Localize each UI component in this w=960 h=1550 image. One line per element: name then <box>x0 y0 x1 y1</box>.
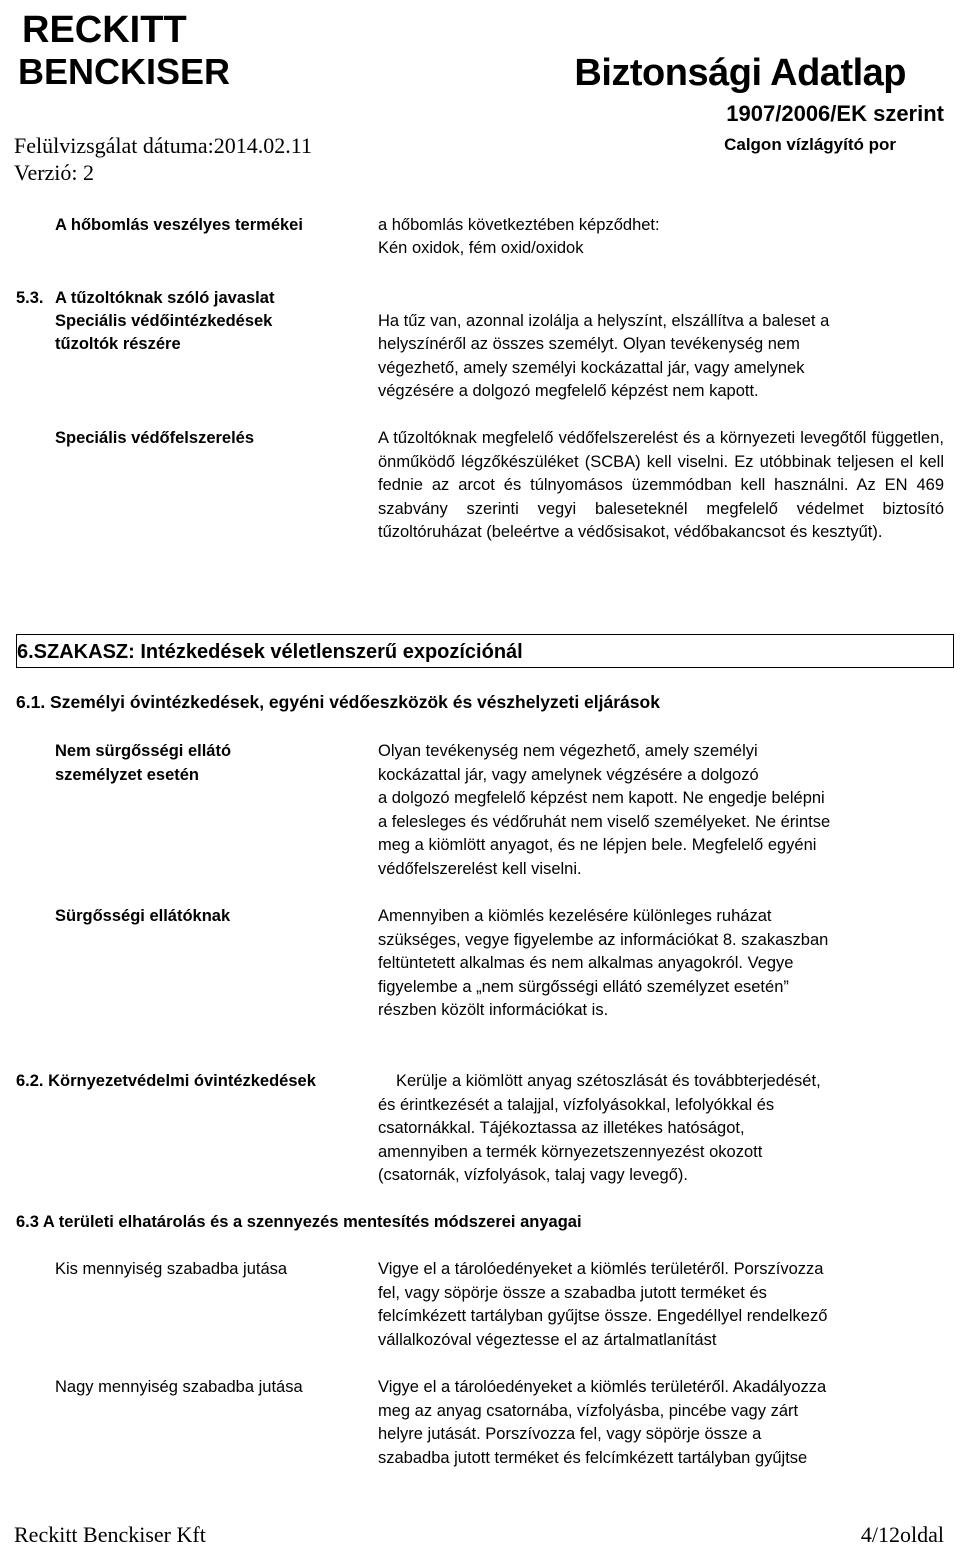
small-spill-label: Kis mennyiség szabadba jutása <box>55 1260 288 1278</box>
special-measures-label-2: tűzoltók részére <box>55 335 181 353</box>
section-6-1-title: 6.1. Személyi óvintézkedések, egyéni védőeszközök és vészhelyzeti eljárások <box>16 692 660 712</box>
section-6-title: 6.SZAKASZ: Intézkedések véletlenszerű expozíciónál <box>17 641 523 663</box>
small-spill-line-3: felcímkézett tartályban gyűjtse össze. Engedéllyel rendelkező <box>378 1307 828 1325</box>
small-spill-line-4: vállalkozóval végeztesse el az ártalmatlanítást <box>378 1331 717 1349</box>
environmental-line-1: Kerülje a kiömlött anyag szétoszlását és továbbterjedését, <box>396 1072 821 1090</box>
non-emergency-line-2: kockázattal jár, vagy amelynek végzésére a dolgozó <box>378 766 759 784</box>
large-spill-line-2: meg az anyag csatornába, vízfolyásba, pincébe vagy zárt <box>378 1402 799 1420</box>
reckitt-benckiser-logo <box>16 4 256 90</box>
document-title: Biztonsági Adatlap <box>574 52 906 94</box>
environmental-line-5: (csatornák, vízfolyások, talaj vagy levegő). <box>378 1166 688 1184</box>
special-measures-line-2: helyszínéről az összes személyt. Olyan tevékenység nem <box>378 335 800 353</box>
decomposition-products-label: A hőbomlás veszélyes termékei <box>55 216 303 234</box>
small-spill-line-2: fel, vagy söpörje össze a szabadba jutott terméket és <box>378 1284 767 1302</box>
section-6-header <box>16 634 954 668</box>
version: Verzió: 2 <box>14 160 95 185</box>
decomposition-text-2: Kén oxidok, fém oxid/oxidok <box>378 239 584 257</box>
large-spill-line-1: Vigye el a tárolóedényeket a kiömlés területéről. Akadályozza <box>378 1378 827 1396</box>
small-spill-line-1: Vigye el a tárolóedényeket a kiömlés területéről. Porszívozza <box>378 1260 824 1278</box>
large-spill-line-4: szabadba jutott terméket és felcímkézett tartályban gyűjtse <box>378 1449 808 1467</box>
non-emergency-line-1: Olyan tevékenység nem végezhető, amely személyi <box>378 742 758 760</box>
environmental-line-4: amennyiben a termék környezetszennyezést okozott <box>378 1143 763 1161</box>
special-measures-line-1: Ha tűz van, azonnal izolálja a helyszínt, elszállítva a baleset a <box>378 312 830 330</box>
non-emergency-label-1: Nem sürgősségi ellátó <box>55 742 232 760</box>
emergency-line-5: részben közölt információkat is. <box>378 1001 609 1019</box>
revision-date: Felülvizsgálat dátuma:2014.02.11 <box>14 133 312 158</box>
large-spill-label: Nagy mennyiség szabadba jutása <box>55 1378 303 1396</box>
special-measures-label-1: Speciális védőintézkedések <box>55 312 273 330</box>
logo-line1: RECKITT <box>22 9 187 51</box>
large-spill-line-3: helyre jutását. Porszívozza fel, vagy söpörje össze a <box>378 1425 762 1443</box>
special-equipment-text: A tűzoltóknak megfelelő védőfelszerelést és a környezeti levegőtől független, önműködő légzőkészüléket (SCBA) kell viselni. Ez utóbbinak teljesen el kell fednie az arcot és túlnyomásos üzemmódban kell használni. Az EN 469 szabvány szerinti vegyi baleseteknél megfelelő védelmet biztosító tűzoltóruházat (beleértve a védősisakot, védőbakancsot és kesztyűt). <box>378 429 944 541</box>
section-5-3-number: 5.3. <box>16 289 44 307</box>
non-emergency-label-2: személyzet esetén <box>55 766 199 784</box>
footer-page-number: 4/12oldal <box>860 1522 944 1547</box>
emergency-line-1: Amennyiben a kiömlés kezelésére különleges ruházat <box>378 907 772 925</box>
non-emergency-line-3: a dolgozó megfelelő képzést nem kapott. Ne engedje belépni <box>378 789 825 807</box>
emergency-line-3: feltüntetett alkalmas és nem alkalmas anyagokról. Vegye <box>378 954 794 972</box>
regulation-reference: 1907/2006/EK szerint <box>726 101 944 126</box>
non-emergency-line-5: meg a kiömlött anyagot, és ne lépjen bele. Megfelelő egyéni <box>378 836 817 854</box>
special-measures-line-3: végezhető, amely személyi kockázattal jár, vagy amelynek <box>378 359 805 377</box>
special-measures-line-4: végzésére a dolgozó megfelelő képzést nem kapott. <box>378 382 759 400</box>
environmental-line-2: és érintkezését a talajjal, vízfolyásokkal, lefolyókkal és <box>378 1096 775 1114</box>
environmental-line-3: csatornákkal. Tájékoztassa az illetékes hatóságot, <box>378 1119 745 1137</box>
emergency-line-4: figyelembe a „nem sürgősségi ellátó személyzet esetén” <box>378 978 789 996</box>
non-emergency-line-4: a felesleges és védőruhát nem viselő személyeket. Ne érintse <box>378 813 831 831</box>
special-equipment-label: Speciális védőfelszerelés <box>55 429 255 447</box>
logo-line2: BENCKISER <box>18 51 231 90</box>
product-name: Calgon vízlágyító por <box>724 135 896 154</box>
section-6-3-title: 6.3 A területi elhatárolás és a szennyezés mentesítés módszerei anyagai <box>16 1213 582 1231</box>
section-6-2-label: 6.2. Környezetvédelmi óvintézkedések <box>16 1072 316 1090</box>
section-5-3-title: A tűzoltóknak szóló javaslat <box>55 289 275 307</box>
decomposition-text-1: a hőbomlás következtében képződhet: <box>378 216 660 234</box>
non-emergency-line-6: védőfelszerelést kell viselni. <box>378 860 582 878</box>
footer-company: Reckitt Benckiser Kft <box>14 1522 206 1547</box>
emergency-line-2: szükséges, vegye figyelembe az információkat 8. szakaszban <box>378 931 829 949</box>
emergency-responders-label: Sürgősségi ellátóknak <box>55 907 231 925</box>
